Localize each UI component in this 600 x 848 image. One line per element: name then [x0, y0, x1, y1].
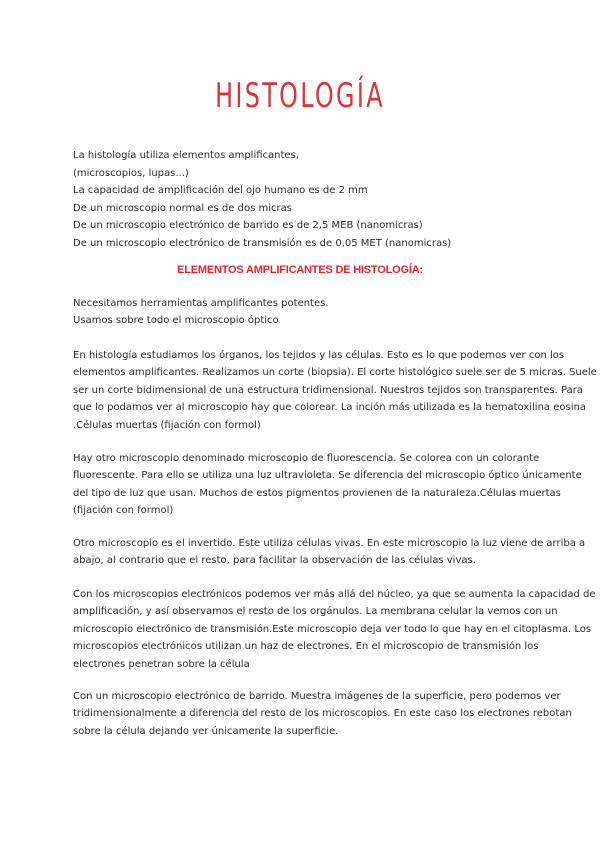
paragraph-line: electrones penetran sobre la célula	[73, 658, 250, 670]
paragraph-line: Con los microscopios electrónicos podemos ver más allá del núcleo, ya que se aumenta la capacidad de	[73, 589, 596, 600]
intro-line: De un microscopio electrónico de barrido es de 2,5 MEB (nanomicras)	[73, 220, 423, 232]
paragraph-4	[73, 535, 586, 570]
paragraph-line: (fijación con formol)	[73, 505, 174, 517]
paragraph-line: elementos amplificantes. Realizamos un corte (biopsia). El corte histológico suele ser de 5 micras. Suele	[73, 367, 597, 379]
intro-line: La capacidad de amplificación del ojo humano es de 2 mm	[73, 185, 368, 197]
paragraph-line: ser un corte bidimensional de una estructura tridimensional. Nuestros tejidos son transparentes. Para	[73, 384, 583, 396]
paragraph-line: microscopio electrónico de transmisión.Este microscopio deja ver todo lo que hay en el citoplasma. Los	[73, 623, 592, 635]
paragraph-line: fluorescente. Para ello se utiliza una luz ultravioleta. Se diferencia del microscopio óptico únicamente	[73, 470, 582, 482]
paragraph-line: que lo podamos ver al microscopio hay que colorear. La inción más utilizada es la hematoxilina eosina	[73, 402, 586, 414]
intro-line: De un microscopio normal es de dos micras	[73, 202, 292, 214]
document-title: HISTOLOGÍA	[215, 76, 385, 116]
section-heading: ELEMENTOS AMPLIFICANTES DE HISTOLOGÍA:	[177, 264, 423, 276]
paragraph-line: Otro microscopio es el invertido. Este utiliza células vivas. En este microscopio la luz viene de arriba a	[73, 538, 586, 549]
paragraph-2	[73, 347, 597, 434]
paragraph-line: .Células muertas (fijación con formol)	[73, 419, 261, 431]
paragraph-3	[73, 450, 582, 520]
intro-line: (microscopios, lupas...)	[73, 167, 189, 179]
paragraph-line: tridimensionalmente a diferencia del resto de los microscopios. En este caso los electrones rebotan	[73, 708, 572, 720]
paragraph-line: En histología estudiamos los órganos, los tejidos y las células. Esto es lo que podemos ver con los	[73, 350, 565, 361]
paragraph-line: Con un microscopio electrónico de barrido. Muestra imágenes de la superficie, pero podemos ver	[73, 691, 561, 702]
paragraph-1	[73, 295, 535, 330]
paragraph-line: Necesitamos herramientas amplificantes potentes.	[73, 298, 329, 309]
intro-line: De un microscopio electrónico de transmisión es de 0,05 MET (nanomicras)	[73, 237, 452, 249]
paragraph-line: Usamos sobre todo el microscopio óptico	[73, 315, 279, 327]
paragraph-6	[73, 688, 572, 740]
paragraph-line: amplificación, y así observamos el resto de los orgánulos. La membrana celular la vemos con un	[73, 606, 558, 618]
paragraph-line: sobre la célula dejando ver únicamente la superficie.	[73, 725, 339, 737]
paragraph-line: del tipo de luz que usan. Muchos de estos pigmentos provienen de la naturaleza.Células muertas	[73, 487, 561, 499]
paragraph-line: microscopios electrónicos utilizan un haz de electrones. En el microscopio de transmisión los	[73, 641, 539, 653]
paragraph-line: Hay otro microscopio denominado microscopio de fluorescencia. Se colorea con un colorante	[73, 453, 540, 464]
intro-line: La histología utiliza elementos amplificantes,	[73, 150, 299, 161]
paragraph-5	[73, 586, 596, 673]
intro-block	[73, 147, 543, 253]
paragraph-line: abajo, al contrario que el resto, para facilitar la observación de las células vivas.	[73, 555, 476, 567]
